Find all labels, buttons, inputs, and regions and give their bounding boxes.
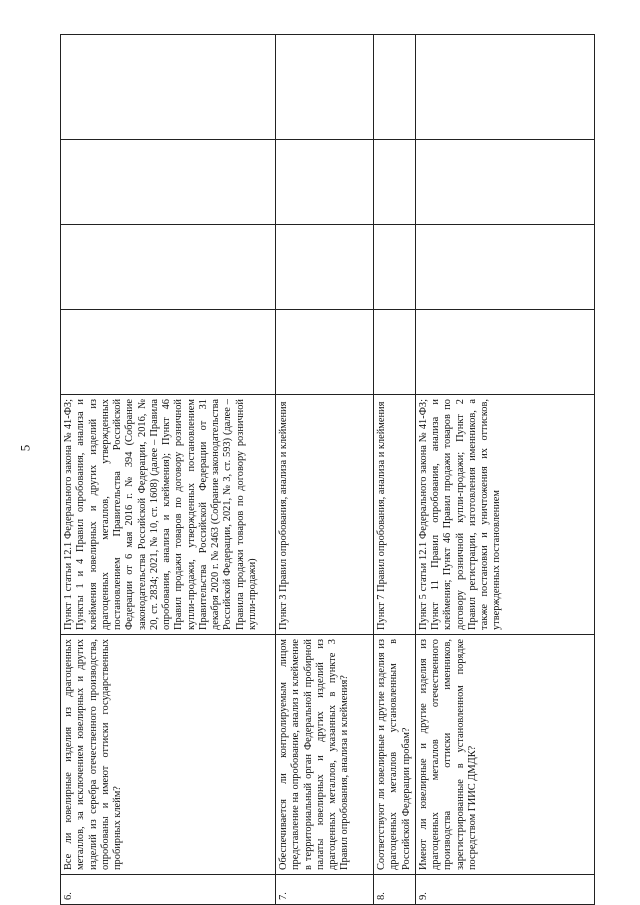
legal-basis: Пункт 7 Правил опробования, анализа и клеймения (374, 395, 416, 635)
legal-basis: Пункт 5 статьи 12.1 Федерального закона № 41-ФЗ; Пункт 11 Правил опробования, анализа и клеймения; Пункт 46 Правил продажи товаров по договору розничной купли-продажи; Пункт 2 Правил регистрации, изготовления именников, а также постановки и уничтожения их оттисков, утвержденных постановлением (415, 395, 594, 635)
checklist-table (60, 34, 595, 905)
table-row (61, 35, 276, 905)
requirement-question: Обеспечивается ли контролируемым лицом представление на опробование, анализ и клеймение в территориальный орган Федеральной пробирной палаты ювелирных и других изделий из драгоценных металлов, указанных в пункте 3 Правил опробования, анализа и клеймения? (276, 635, 374, 875)
answer-cell (374, 225, 416, 310)
answer-cell (415, 140, 594, 225)
table-row (374, 35, 416, 905)
legal-basis: Пункт 1 статьи 12.1 Федерального закона № 41-ФЗ; Пункты 1 и 4 Правил опробования, анализа и клеймения ювелирных и других изделий из драгоценных металлов, утвержденных постановлением Правительства Российской Федерации от 6 мая 2016 г. № 394 (Собрание законодательства Российской Федерации, 2016, № 20, ст. 2834; 2021, № 10, ст. 1608) (далее – Правила опробования, анализа и клеймения); Пункт 46 Правил продажи товаров по договору розничной купли-продажи, утвержденных постановлением Правительства Российской Федерации от 31 декабря 2020 г. № 2463 (Собрание законодательства Российской Федерации, 2021, № 3, ст. 593) (далее – Правила продажи товаров по договору розничной купли-продажи) (61, 395, 276, 635)
row-number: 6. (61, 875, 276, 905)
answer-cell (276, 225, 374, 310)
table-row (276, 35, 374, 905)
row-number: 7. (276, 875, 374, 905)
answer-cell (61, 310, 276, 395)
table-row (415, 35, 594, 905)
answer-cell (276, 310, 374, 395)
page-number: 5 (17, 444, 33, 452)
note-cell (415, 35, 594, 140)
note-cell (374, 35, 416, 140)
note-cell (61, 35, 276, 140)
answer-cell (61, 140, 276, 225)
requirement-question: Все ли ювелирные изделия из драгоценных металлов, за исключением ювелирных и других изделий из серебра отечественного производства, опробованы и имеют оттиски государственных пробирных клейм? (61, 635, 276, 875)
answer-cell (374, 140, 416, 225)
note-cell (276, 35, 374, 140)
answer-cell (276, 140, 374, 225)
answer-cell (374, 310, 416, 395)
answer-cell (61, 225, 276, 310)
row-number: 9. (415, 875, 594, 905)
requirement-question: Соответствуют ли ювелирные и другие изделия из драгоценных металлов установленным в Российской Федерации пробам? (374, 635, 416, 875)
answer-cell (415, 310, 594, 395)
legal-basis: Пункт 3 Правил опробования, анализа и клеймения (276, 395, 374, 635)
requirement-question: Имеют ли ювелирные и другие изделия из драгоценных металлов отечественного производства оттиски именников, зарегистрированные в установленном порядке посредством ГИИС ДМДК? (415, 635, 594, 875)
row-number: 8. (374, 875, 416, 905)
rotated-table-container (60, 35, 595, 905)
answer-cell (415, 225, 594, 310)
